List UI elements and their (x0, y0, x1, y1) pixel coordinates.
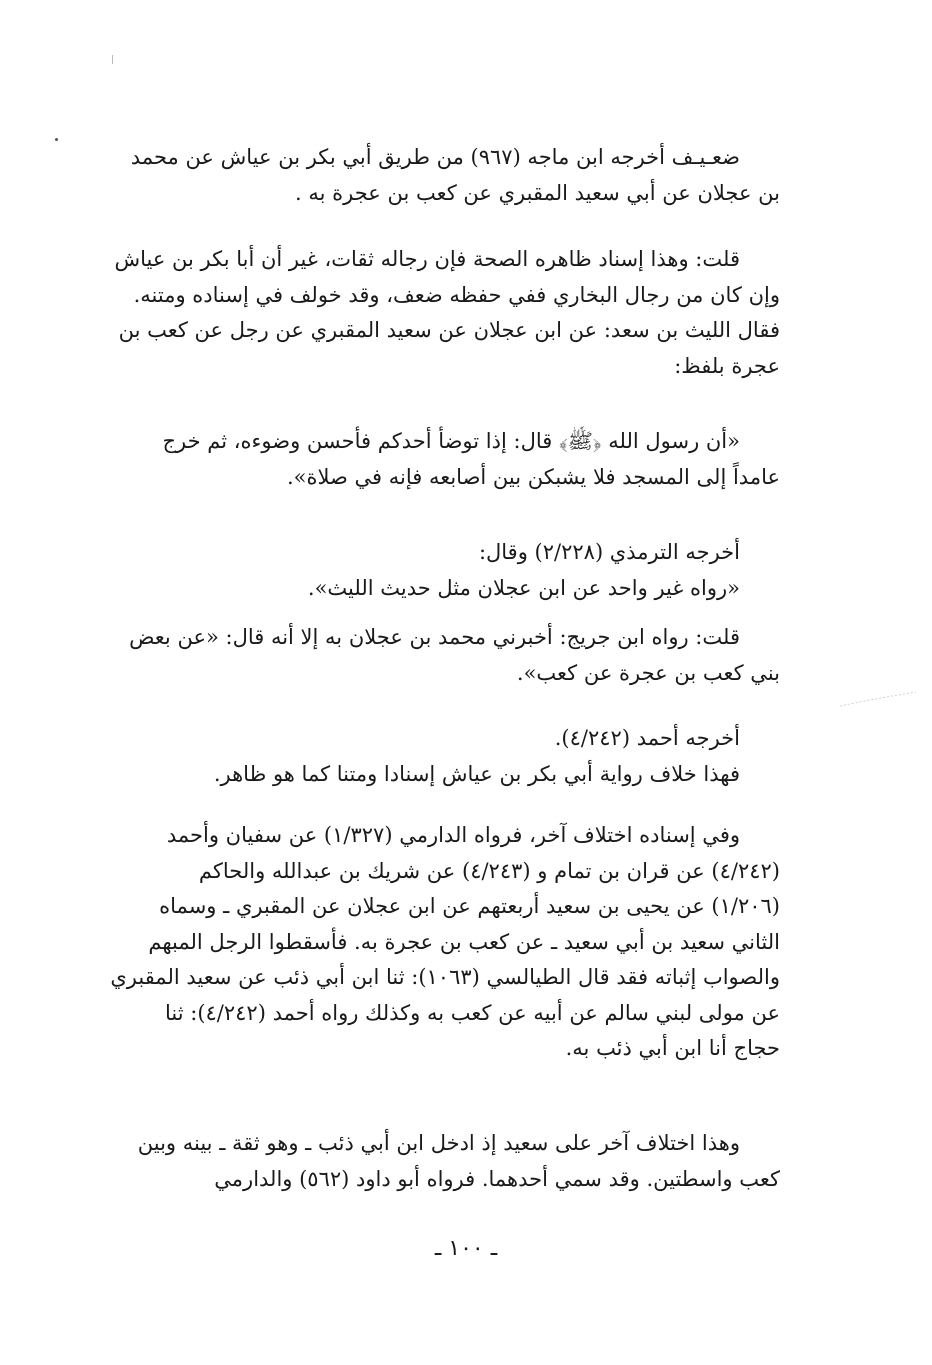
text-line: فقال الليث بن سعد: عن ابن عجلان عن سعيد المقبري عن رجل عن كعب بن (118, 318, 780, 342)
scan-dot (55, 138, 58, 141)
paragraph-4 (100, 535, 780, 606)
text-line: فهذا خلاف رواية أبي بكر بن عياش إسنادا ومتنا كما هو ظاهر. (213, 761, 740, 786)
text-line: عامداً إلى المسجد فلا يشبكن بين أصابعه فإنه في صلاة». (286, 464, 780, 489)
paragraph-1 (100, 140, 780, 211)
paragraph-6 (100, 721, 780, 792)
text-line: عجرة بلفظ: (674, 353, 780, 378)
paragraph-2 (100, 242, 780, 384)
text-line: «أن رسول الله ﴿ﷺ﴾ قال: إذا توضأ أحدكم فأحسن وضوءه، ثم خرج (162, 429, 740, 453)
hadith-quote (100, 424, 780, 495)
paragraph-7 (100, 818, 780, 1067)
paragraph-8 (100, 1126, 780, 1197)
text-line: قلت: وهذا إسناد ظاهره الصحة فإن رجاله ثقات، غير أن أبا بكر بن عياش (114, 247, 740, 271)
text-line: أخرجه الترمذي (٢/٢٢٨) وقال: (478, 540, 740, 564)
text-line: وإن كان من رجال البخاري ففي حفظه ضعف، وقد خولف في إسناده ومتنه. (133, 282, 780, 307)
scan-mark (112, 55, 113, 64)
text-line: أخرجه أحمد (٤/٢٤٢). (554, 726, 740, 750)
text-line: كعب واسطتين. وقد سمي أحدهما. فرواه أبو داود (٥٦٢) والدارمي (214, 1166, 780, 1191)
text-line: وهذا اختلاف آخر على سعيد إذ ادخل ابن أبي ذئب ـ وهو ثقة ـ بينه وبين (137, 1131, 740, 1155)
text-line: ضعـيـف أخرجه ابن ماجه (٩٦٧) من طريق أبي بكر بن عياش عن محمد (130, 145, 740, 169)
paragraph-5 (100, 620, 780, 691)
text-line: عن مولى لبني سالم عن أبيه عن كعب به وكذلك رواه أحمد (٤/٢٤٢): ثنا (164, 1000, 780, 1025)
text-line: قلت: رواه ابن جريج: أخبرني محمد بن عجلان به إلا أنه قال: «عن بعض (129, 625, 740, 649)
text-line: حجاج أنا ابن أبي ذئب به. (565, 1036, 780, 1060)
text-line: الثاني سعيد بن أبي سعيد ـ عن كعب بن عجرة به. فأسقطوا الرجل المبهم (148, 929, 780, 954)
text-line: بن عجلان عن أبي سعيد المقبري عن كعب بن عجرة به . (295, 180, 780, 205)
page-number: ـ ١٠٠ ـ (434, 1236, 498, 1261)
text-line: (١/٢٠٦) عن يحيى بن سعيد أربعتهم عن ابن عجلان عن المقبري ـ وسماه (159, 894, 780, 918)
text-line: (٤/٢٤٢) عن قران بن تمام و (٤/٢٤٣) عن شريك بن عبدالله والحاكم (198, 858, 780, 883)
text-line: والصواب إثباته فقد قال الطيالسي (١٠٦٣): ثنا ابن أبي ذئب عن سعيد المقبري (110, 965, 780, 989)
text-line: بني كعب بن عجرة عن كعب». (516, 660, 780, 685)
text-line: «رواه غير واحد عن ابن عجلان مثل حديث الليث». (307, 575, 740, 600)
text-line: وفي إسناده اختلاف آخر، فرواه الدارمي (١/٣٢٧) عن سفيان وأحمد (166, 823, 740, 847)
scan-smudge (838, 690, 918, 710)
